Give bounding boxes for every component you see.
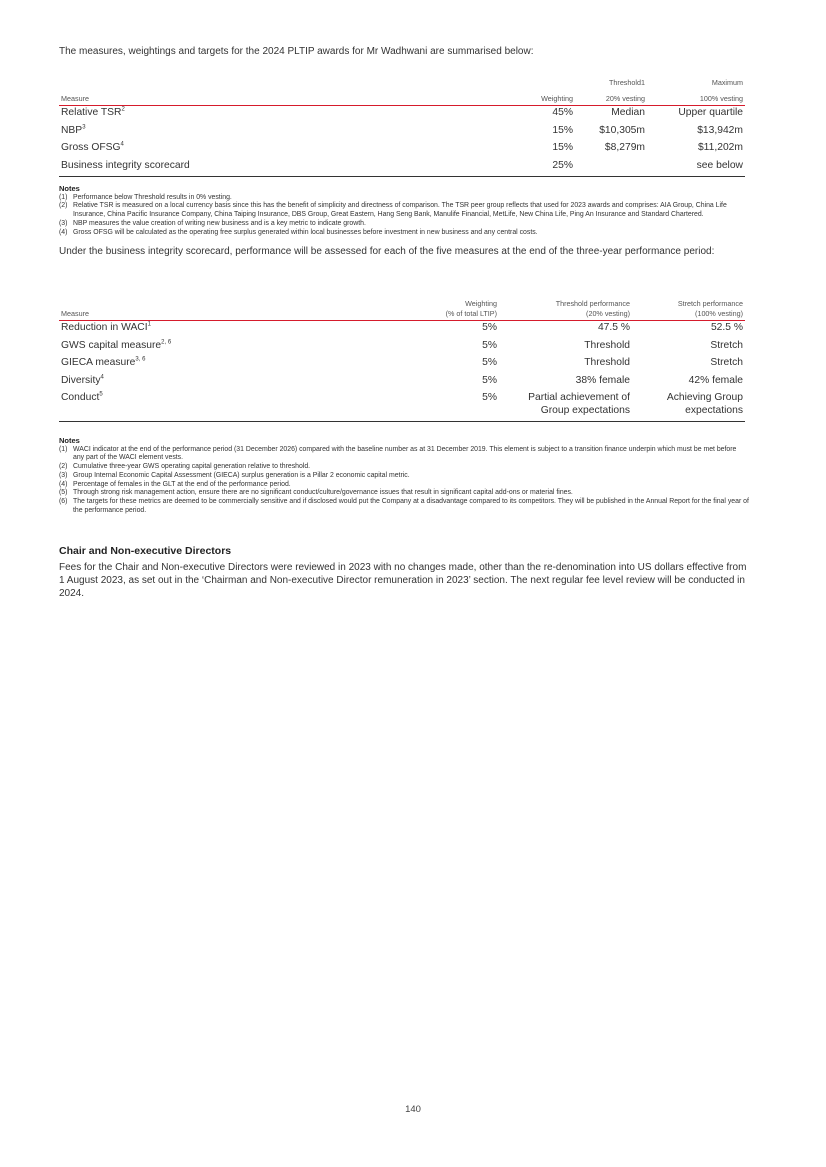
note-number: (2) [59, 463, 68, 471]
note-number: (3) [59, 219, 68, 227]
weighting-cell: 5% [482, 322, 497, 333]
threshold-header-top: Threshold performance [555, 299, 630, 308]
note-text: Cumulative three-year GWS operating capital generation relative to threshold. [73, 463, 311, 471]
maximum-cell: Upper quartile [678, 107, 743, 118]
maximum-cell: $11,202m [697, 142, 743, 153]
measure-cell: NBP [61, 124, 83, 136]
notes-heading: Notes [59, 184, 80, 193]
table-row [59, 124, 745, 142]
intro-text: The measures, weightings and targets for the 2024 PLTIP awards for Mr Wadhwani are summarised below: [59, 46, 534, 57]
measure-cell: Business integrity scorecard [61, 159, 190, 171]
note-text: NBP measures the value creation of writing new business and is a key metric to indicate growth. [73, 219, 366, 227]
measure-header: Measure [59, 308, 359, 321]
note-text: Group Internal Economic Capital Assessment (GIECA) surplus generation is a Pillar 2 economic capital metric. [73, 471, 410, 479]
measure-cell: Relative TSR [61, 107, 122, 118]
measure-cell: Diversity [61, 374, 101, 386]
maximum-header-top: Maximum [711, 78, 743, 87]
weighting-cell: 15% [552, 124, 573, 136]
threshold-cell: Threshold [584, 357, 630, 368]
note-number: (1) [59, 445, 68, 453]
threshold-cell: $10,305m [599, 124, 645, 136]
note-number: (2) [59, 202, 68, 210]
table-row [59, 141, 745, 159]
footnote-ref: 2, 6 [161, 339, 172, 346]
note-number: (6) [59, 497, 68, 505]
measure-cell: GWS capital measure [61, 339, 162, 351]
note-number: (4) [59, 228, 68, 236]
threshold-cell: Median [611, 107, 645, 118]
weighting-header-top: Weighting [465, 299, 497, 308]
threshold-header-top: Threshold1 [609, 78, 645, 87]
weighting-header: Weighting [389, 89, 575, 106]
weighting-cell: 5% [482, 339, 497, 351]
table-row [59, 339, 745, 357]
footnote-ref: 1 [147, 321, 151, 328]
weighting-header-bottom: (% of total LTIP) [359, 308, 499, 321]
table-row [59, 321, 745, 339]
note-text: Gross OFSG will be calculated as the operating free surplus generated within local businesses before investment in new business and any central costs. [73, 228, 538, 236]
notes-section-1 [59, 185, 749, 237]
scorecard-table [59, 299, 745, 422]
note-item [59, 498, 749, 515]
maximum-cell: $13,942m [697, 124, 743, 136]
notes-section-2 [59, 437, 749, 515]
stretch-cell: Stretch [710, 357, 743, 368]
note-item [59, 202, 749, 219]
table-row [59, 356, 745, 374]
footnote-ref: 4 [100, 374, 104, 381]
page-number: 140 [405, 1104, 421, 1115]
threshold-cell: 38% female [575, 374, 630, 386]
note-number: (5) [59, 489, 68, 497]
note-item [59, 229, 749, 238]
threshold-cell: $8,279m [604, 142, 645, 153]
measure-cell: Gross OFSG [61, 142, 121, 153]
note-text: Performance below Threshold results in 0% vesting. [73, 193, 232, 201]
table-row [59, 159, 745, 177]
threshold-cell: Threshold [584, 339, 630, 351]
threshold-header-bottom: 20% vesting [575, 89, 647, 106]
footnote-ref: 2 [121, 106, 125, 113]
notes-heading: Notes [59, 436, 80, 445]
stretch-cell: Stretch [710, 339, 743, 351]
stretch-cell: 42% female [688, 374, 743, 386]
note-item [59, 220, 749, 229]
footnote-ref: 4 [120, 141, 124, 148]
weighting-cell: 5% [482, 357, 497, 368]
note-text: Percentage of females in the GLT at the end of the performance period. [73, 480, 291, 488]
note-text: The targets for these metrics are deemed to be commercially sensitive and if disclosed would put the Company at a disadvantage compared to its competitors. They will be published in the Annual Report for the final year of the performance period. [73, 497, 749, 514]
weighting-cell: 5% [482, 374, 497, 386]
note-item [59, 481, 749, 490]
note-text: Relative TSR is measured on a local currency basis since this has the benefit of simplicity and directness of comparison. The TSR peer group reflects that used for 2023 awards and comprises: AIA Group, China Life Insurance, China Pacific Insurance Company, China Taiping Insurance, DBS Group, Great Eastern, Hang Seng Bank, Manulife Financial, MetLife, New China Life, Ping An Insurance and Standard Chartered. [73, 202, 727, 219]
threshold-cell [575, 159, 647, 177]
stretch-cell: 52.5 % [710, 322, 743, 333]
scorecard-intro: Under the business integrity scorecard, performance will be assessed for each of the five measures at the end of the three-year performance period: [59, 246, 715, 257]
weighting-cell: 5% [359, 391, 499, 422]
threshold-cell: 47.5 % [597, 322, 630, 333]
stretch-header-bottom: (100% vesting) [632, 308, 745, 321]
table-row [59, 106, 745, 124]
stretch-cell: Achieving Group expectations [632, 391, 745, 422]
footnote-ref: 5 [99, 391, 103, 398]
note-item [59, 472, 749, 481]
footnote-ref: 3 [82, 124, 86, 131]
table-row [59, 374, 745, 392]
note-item [59, 446, 749, 463]
threshold-header-bottom: (20% vesting) [499, 308, 632, 321]
threshold-cell: Partial achievement of Group expectations [499, 391, 632, 422]
weighting-cell: 25% [389, 159, 575, 177]
stretch-header-top: Stretch performance [677, 299, 743, 308]
note-text: WACI indicator at the end of the performance period (31 December 2026) compared with the baseline number as at 31 December 2019. This element is subject to a transition finance underpin which must be met before any part of the WACI element vests. [73, 445, 737, 462]
table-row [59, 391, 745, 422]
chair-heading: Chair and Non-executive Directors [59, 545, 232, 557]
note-number: (3) [59, 471, 68, 479]
footnote-ref: 3, 6 [135, 356, 146, 363]
chair-paragraph: Fees for the Chair and Non-executive Directors were reviewed in 2023 with no changes made, other than the re-denomination into US dollars effective from 1 August 2023, as set out in the ‘Chairman and Non-executive Director remuneration in 2023’ section. The next regular fee level review will be conducted in 2024. [59, 562, 747, 599]
note-text: Through strong risk management action, ensure there are no significant conduct/culture/governance issues that result in significant capital add-ons or material fines. [73, 489, 573, 497]
maximum-header-bottom: 100% vesting [647, 89, 745, 106]
measure-cell: GIECA measure [61, 357, 136, 368]
measure-cell: Conduct [61, 392, 100, 403]
weighting-cell: 45% [552, 107, 573, 118]
pltip-measures-table [59, 73, 745, 177]
weighting-cell: 15% [552, 142, 573, 153]
note-item [59, 463, 749, 472]
measure-header: Measure [59, 89, 389, 106]
maximum-cell: see below [647, 159, 745, 177]
note-number: (1) [59, 193, 68, 201]
note-number: (4) [59, 480, 68, 488]
measure-cell: Reduction in WACI [61, 322, 148, 333]
note-item [59, 194, 749, 203]
note-item [59, 489, 749, 498]
